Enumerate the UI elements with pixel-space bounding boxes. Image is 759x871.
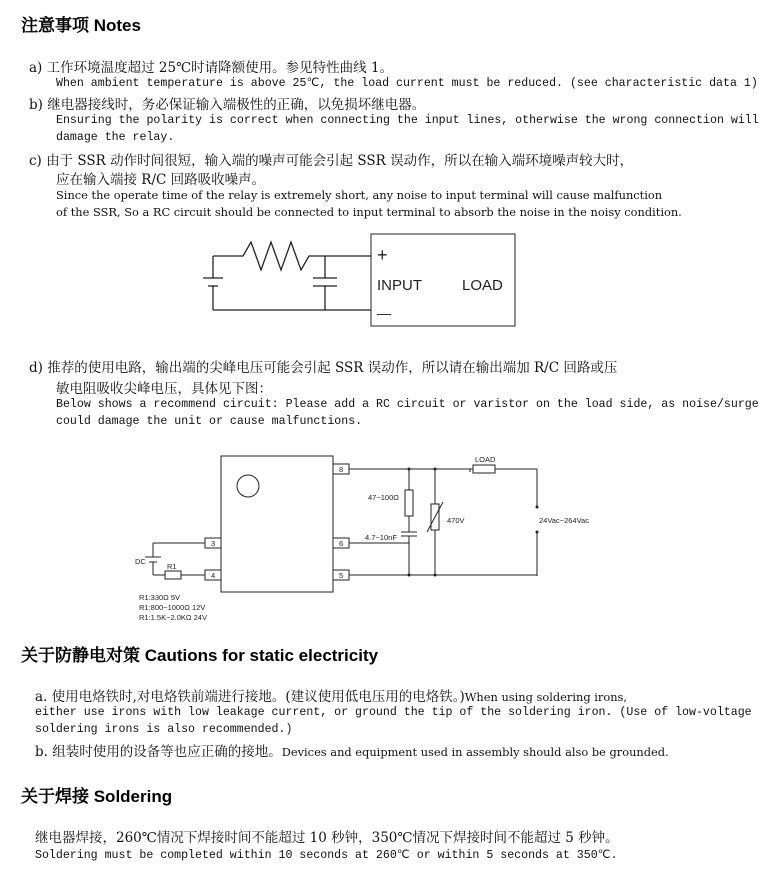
r1-resistor bbox=[165, 571, 181, 579]
ssr-mark bbox=[237, 475, 259, 497]
note-d-en-2: could damage the unit or cause malfunctions. bbox=[56, 415, 363, 428]
r1-spec-12v: R1:800~1000Ω 12V bbox=[139, 603, 206, 612]
note-c-en-2: of the SSR, So a RC circuit should be connected to input terminal to absorb the noise in the noisy condition. bbox=[56, 205, 682, 219]
r1-spec-24v: R1:1.5K~2.0KΩ 24V bbox=[139, 613, 207, 622]
snubber-resistor-label: 47~100Ω bbox=[368, 493, 399, 502]
pin-4-label: 4 bbox=[211, 571, 216, 580]
static-a-cn: a. 使用电烙铁时,对电烙铁前端进行接地。(建议使用低电压用的电烙铁。) bbox=[35, 689, 465, 705]
note-c-en-1: Since the operate time of the relay is extremely short, any noise to input terminal will cause malfunction bbox=[56, 188, 663, 202]
static-a-en-3: soldering irons is also recommended.) bbox=[35, 723, 293, 736]
note-a-en: When ambient temperature is above 25℃, the load current must be reduced. (see characteristic data 1) bbox=[56, 77, 758, 90]
note-a-cn: a) 工作环境温度超过 25℃时请降额使用。参见特性曲线 1。 bbox=[29, 60, 394, 76]
static-b-en: Devices and equipment used in assembly should also be grounded. bbox=[281, 745, 669, 759]
input-label: INPUT bbox=[377, 277, 422, 294]
note-c-cn-1: c) 由于 SSR 动作时间很短，输入端的噪声可能会引起 SSR 误动作，所以在输入端环境噪声较大时， bbox=[29, 153, 634, 169]
recommended-circuit-diagram bbox=[125, 450, 589, 630]
rc-input-diagram bbox=[195, 228, 525, 333]
static-a-line bbox=[35, 685, 627, 706]
snubber-resistor bbox=[405, 490, 413, 516]
static-b-cn: b. 组装时使用的设备等也应正确的接地。 bbox=[35, 744, 282, 760]
pin-6-label: 6 bbox=[339, 539, 344, 548]
notes-heading: 注意事项 Notes bbox=[21, 16, 141, 35]
snubber-capacitor-label: 4.7~10nF bbox=[365, 533, 397, 542]
pin-3-label: 3 bbox=[211, 539, 216, 548]
r1-spec-5v: R1:330Ω 5V bbox=[139, 593, 181, 602]
soldering-cn: 继电器焊接，260℃情况下焊接时间不能超过 10 秒钟，350℃情况下焊接时间不能超过 5 秒钟。 bbox=[35, 830, 619, 846]
pin-8-label: 8 bbox=[339, 465, 344, 474]
varistor-label: 470V bbox=[447, 516, 465, 525]
vac-label: 24Vac~264Vac bbox=[539, 516, 589, 525]
resistor bbox=[213, 242, 371, 270]
soldering-en: Soldering must be completed within 10 seconds at 260℃ or within 5 seconds at 350℃. bbox=[35, 849, 618, 862]
static-a-en-2: either use irons with low leakage current, or ground the tip of the soldering iron. (Use of low-voltage bbox=[35, 706, 752, 719]
note-d-en-1: Below shows a recommend circuit: Please add a RC circuit or varistor on the load side, as noise/surge bbox=[56, 398, 759, 411]
dc-label: DC bbox=[135, 557, 146, 566]
ssr-body bbox=[221, 456, 333, 592]
static-heading: 关于防静电对策 Cautions for static electricity bbox=[21, 646, 379, 665]
note-b-cn: b) 继电器接线时，务必保证输入端极性的正确，以免损坏继电器。 bbox=[29, 97, 426, 113]
load-resistor-label: LOAD bbox=[475, 455, 496, 464]
note-b-en-2: damage the relay. bbox=[56, 131, 175, 144]
plus-label: + bbox=[377, 245, 388, 265]
note-d-cn-2: 敏电阻吸收尖峰电压，具体见下图： bbox=[56, 381, 272, 397]
minus-label: — bbox=[377, 305, 391, 321]
static-a-en-1: When using soldering irons, bbox=[464, 690, 627, 704]
note-b-en-1: Ensuring the polarity is correct when connecting the input lines, otherwise the wrong connection will bbox=[56, 114, 759, 127]
static-b-line bbox=[35, 740, 669, 761]
pin-5-label: 5 bbox=[339, 571, 344, 580]
note-d-cn-1: d) 推荐的使用电路，输出端的尖峰电压可能会引起 SSR 误动作，所以请在输出端加 R/C 回路或压 bbox=[29, 360, 618, 376]
r1-label: R1 bbox=[167, 562, 177, 571]
note-c-cn-2: 应在输入端接 R/C 回路吸收噪声。 bbox=[56, 172, 266, 188]
load-label: LOAD bbox=[462, 277, 503, 294]
load-resistor bbox=[473, 465, 495, 473]
soldering-heading: 关于焊接 Soldering bbox=[21, 787, 173, 806]
